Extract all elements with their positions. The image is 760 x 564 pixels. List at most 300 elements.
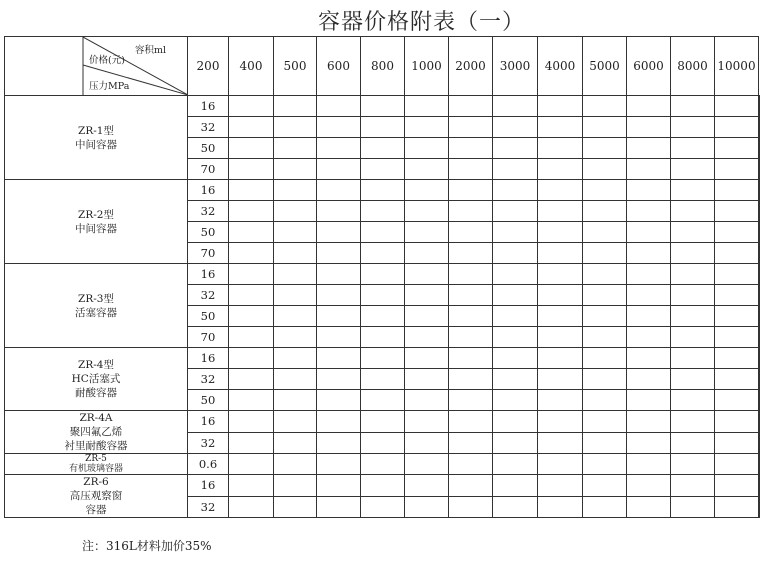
price-cell [229,285,274,306]
model-name-cell [5,411,188,454]
price-cell [759,475,760,497]
price-cell [317,475,361,497]
price-cell [405,369,449,390]
price-cell [671,264,715,285]
price-cell [583,390,627,411]
price-cell [538,306,583,327]
price-cell [361,369,405,390]
volume-header: 10000 [715,37,759,96]
price-cell [317,243,361,264]
price-cell [405,454,449,475]
price-cell [715,348,759,369]
price-cell [317,432,361,454]
model-name-cell [5,454,188,475]
price-cell [361,201,405,222]
price-cell [361,475,405,497]
price-cell [583,306,627,327]
price-cell [449,96,493,117]
price-cell [759,390,760,411]
price-cell [229,138,274,159]
price-cell [583,327,627,348]
price-cell [759,348,760,369]
price-cell [671,411,715,433]
price-cell [627,475,671,497]
price-cell [627,327,671,348]
price-cell [627,138,671,159]
price-cell [715,96,759,117]
price-cell [538,454,583,475]
pressure-cell: 70 [188,159,229,180]
price-cell [583,138,627,159]
price-cell [538,327,583,348]
footnote: 注：316L材料加价35% [82,539,212,553]
price-cell [538,496,583,518]
price-cell [274,454,317,475]
price-cell [229,432,274,454]
price-cell [405,138,449,159]
volume-header: 3000 [493,37,538,96]
price-cell [229,243,274,264]
price-cell [493,201,538,222]
pressure-cell: 16 [188,411,229,433]
pressure-cell: 32 [188,496,229,518]
volume-header: 6000 [627,37,671,96]
price-cell [274,138,317,159]
price-cell [449,475,493,497]
price-cell [538,369,583,390]
price-cell [671,454,715,475]
price-cell [493,390,538,411]
price-cell [583,159,627,180]
price-cell [715,496,759,518]
volume-axis-label: 容积ml [135,45,167,56]
price-cell [493,117,538,138]
price-cell [671,180,715,201]
price-cell [405,390,449,411]
price-cell [583,201,627,222]
price-cell [405,348,449,369]
price-cell [627,180,671,201]
price-cell [274,390,317,411]
pressure-cell: 16 [188,264,229,285]
price-cell [229,180,274,201]
price-cell [405,159,449,180]
price-cell [493,475,538,497]
price-cell [671,369,715,390]
price-cell [715,285,759,306]
price-cell [361,117,405,138]
price-cell [759,496,760,518]
price-cell [274,432,317,454]
model-name-line: ZR-2型 [78,208,114,221]
price-cell [229,454,274,475]
price-cell [671,306,715,327]
price-axis-label: 价格(元) [89,55,125,66]
price-cell [449,306,493,327]
price-cell [759,264,760,285]
price-cell [317,496,361,518]
price-cell [493,411,538,433]
model-name-line: 高压观察窗 [69,490,123,502]
price-cell [493,138,538,159]
price-cell [449,432,493,454]
page-title: 容器价格附表（一） [318,10,526,35]
price-cell [671,327,715,348]
volume-header: 1000 [405,37,449,96]
price-cell [449,264,493,285]
price-cell [671,138,715,159]
price-cell [229,222,274,243]
volume-header: 4000 [538,37,583,96]
price-cell [493,369,538,390]
pressure-cell: 0.6 [188,454,229,475]
price-cell [583,348,627,369]
price-cell [715,243,759,264]
price-cell [317,454,361,475]
price-cell [317,390,361,411]
price-cell [449,243,493,264]
price-cell [361,159,405,180]
price-cell [671,432,715,454]
model-name-line: ZR-4型 [78,359,114,371]
price-cell [493,222,538,243]
price-cell [715,138,759,159]
price-cell [627,496,671,518]
price-cell [538,348,583,369]
pressure-cell: 32 [188,117,229,138]
price-cell [317,411,361,433]
pressure-cell: 50 [188,138,229,159]
price-cell [538,411,583,433]
price-cell [583,222,627,243]
model-name-cell [5,475,188,518]
price-cell [317,159,361,180]
price-cell [715,264,759,285]
price-cell [759,180,760,201]
price-cell [405,411,449,433]
pressure-cell: 32 [188,201,229,222]
price-cell [715,369,759,390]
price-cell [715,411,759,433]
price-cell [583,96,627,117]
price-cell [583,243,627,264]
price-cell [449,327,493,348]
price-cell [583,285,627,306]
header-row [5,37,760,96]
price-cell [493,159,538,180]
price-cell [583,264,627,285]
table-row [5,348,760,369]
model-name-line: ZR-6 [83,476,109,488]
price-cell [538,180,583,201]
pressure-cell: 16 [188,180,229,201]
price-cell [405,96,449,117]
price-cell [361,390,405,411]
price-cell [583,454,627,475]
price-cell [759,96,760,117]
price-cell [759,222,760,243]
pressure-cell: 70 [188,327,229,348]
volume-header: 200 [188,37,229,96]
price-cell [493,327,538,348]
price-cell [317,180,361,201]
volume-header: 600 [317,37,361,96]
price-cell [317,369,361,390]
price-cell [493,285,538,306]
price-cell [538,117,583,138]
model-name-line: ZR-3型 [78,292,114,305]
price-cell [229,475,274,497]
price-cell [229,348,274,369]
price-cell [317,138,361,159]
price-cell [627,96,671,117]
price-cell [627,243,671,264]
price-cell [229,159,274,180]
model-name-cell [5,348,188,411]
price-cell [715,454,759,475]
price-cell [361,327,405,348]
table-row [5,454,760,475]
model-name-line: 耐酸容器 [75,387,117,399]
price-cell [361,96,405,117]
price-cell [405,432,449,454]
price-cell [405,496,449,518]
price-cell [627,264,671,285]
model-name-line: 有机玻璃容器 [68,464,123,474]
price-cell [627,390,671,411]
price-cell [538,96,583,117]
price-table [4,36,760,518]
price-cell [229,390,274,411]
price-cell [538,138,583,159]
price-cell [405,201,449,222]
price-cell [274,369,317,390]
price-cell [627,306,671,327]
price-cell [274,264,317,285]
price-cell [627,159,671,180]
pressure-cell: 50 [188,390,229,411]
price-cell [538,475,583,497]
price-cell [449,117,493,138]
model-name-line: 衬里耐酸容器 [64,440,128,452]
model-name-cell [5,264,188,348]
price-cell [715,180,759,201]
price-cell [274,96,317,117]
price-cell [493,264,538,285]
price-cell [627,285,671,306]
model-name-line: 聚四氟乙烯 [69,426,123,438]
price-cell [671,117,715,138]
volume-header: 8000 [671,37,715,96]
model-name-line: 容器 [85,504,107,516]
price-cell [538,285,583,306]
price-cell [538,159,583,180]
price-cell [715,117,759,138]
price-cell [627,222,671,243]
price-cell [538,264,583,285]
price-cell [274,348,317,369]
table-row [5,475,760,497]
price-cell [627,454,671,475]
price-cell [405,117,449,138]
model-name-line: ZR-5 [85,454,107,464]
pressure-cell: 50 [188,222,229,243]
price-cell [715,159,759,180]
price-cell [274,475,317,497]
price-cell [759,454,760,475]
price-cell [361,348,405,369]
price-cell [671,348,715,369]
model-name-cell [5,96,188,180]
price-cell [583,432,627,454]
price-cell [538,432,583,454]
price-cell [317,306,361,327]
price-cell [317,327,361,348]
price-cell [317,96,361,117]
price-cell [493,306,538,327]
price-cell [274,496,317,518]
volume-header: 400 [229,37,274,96]
price-cell [759,159,760,180]
price-cell [583,496,627,518]
volume-header: 5000 [583,37,627,96]
price-cell [627,369,671,390]
table-row [5,180,760,201]
price-cell [317,285,361,306]
price-cell [759,327,760,348]
price-cell [274,243,317,264]
price-cell [405,222,449,243]
pressure-cell: 32 [188,369,229,390]
price-cell [671,496,715,518]
price-cell [449,159,493,180]
price-cell [538,222,583,243]
price-cell [274,159,317,180]
price-cell [361,432,405,454]
price-cell [759,369,760,390]
price-cell [627,117,671,138]
price-cell [229,411,274,433]
model-name-line: ZR-1型 [78,124,114,137]
price-cell [449,454,493,475]
price-cell [405,264,449,285]
price-cell [317,264,361,285]
price-cell [449,222,493,243]
price-cell [361,243,405,264]
price-cell [361,180,405,201]
volume-header: 500 [274,37,317,96]
price-cell [361,138,405,159]
price-cell [671,475,715,497]
price-cell [361,411,405,433]
price-cell [671,201,715,222]
price-cell [229,264,274,285]
price-cell [274,285,317,306]
price-cell [715,306,759,327]
model-name-line: HC活塞式 [71,373,121,385]
price-cell [627,432,671,454]
price-cell [361,285,405,306]
price-cell [405,243,449,264]
price-cell [449,201,493,222]
price-cell [405,475,449,497]
price-cell [538,243,583,264]
price-cell [229,327,274,348]
price-cell [671,222,715,243]
pressure-cell: 32 [188,432,229,454]
price-cell [627,411,671,433]
price-cell [274,222,317,243]
model-name-line: 中间容器 [75,222,117,235]
price-cell [671,159,715,180]
price-cell [627,201,671,222]
price-cell [715,432,759,454]
model-name-line: 中间容器 [75,138,117,151]
price-cell [493,496,538,518]
price-cell [493,96,538,117]
pressure-cell: 70 [188,243,229,264]
price-cell [274,117,317,138]
pressure-cell: 16 [188,475,229,497]
price-cell [715,222,759,243]
price-cell [493,180,538,201]
price-cell [759,243,760,264]
price-cell [274,327,317,348]
price-cell [274,201,317,222]
price-cell [493,432,538,454]
pressure-cell: 32 [188,285,229,306]
price-cell [405,285,449,306]
table-row [5,96,760,117]
price-cell [671,96,715,117]
price-cell [627,348,671,369]
price-cell [583,475,627,497]
price-cell [361,454,405,475]
price-cell [583,180,627,201]
table-row [5,411,760,433]
table-row [5,264,760,285]
price-cell [715,327,759,348]
price-cell [493,454,538,475]
price-cell [229,496,274,518]
price-cell [715,201,759,222]
price-cell [449,285,493,306]
price-cell [361,496,405,518]
volume-header: 800 [361,37,405,96]
price-cell [493,348,538,369]
price-cell [361,264,405,285]
price-cell [449,496,493,518]
price-cell [759,117,760,138]
price-cell [229,369,274,390]
price-cell [583,411,627,433]
price-cell [317,348,361,369]
pressure-cell: 16 [188,96,229,117]
price-cell [449,369,493,390]
price-cell [361,306,405,327]
price-cell [449,138,493,159]
price-cell [274,411,317,433]
price-cell [449,411,493,433]
price-cell [671,285,715,306]
price-cell [317,201,361,222]
price-cell [274,180,317,201]
price-cell [759,201,760,222]
price-cell [405,180,449,201]
price-cell [583,369,627,390]
price-cell [317,222,361,243]
price-cell [671,390,715,411]
